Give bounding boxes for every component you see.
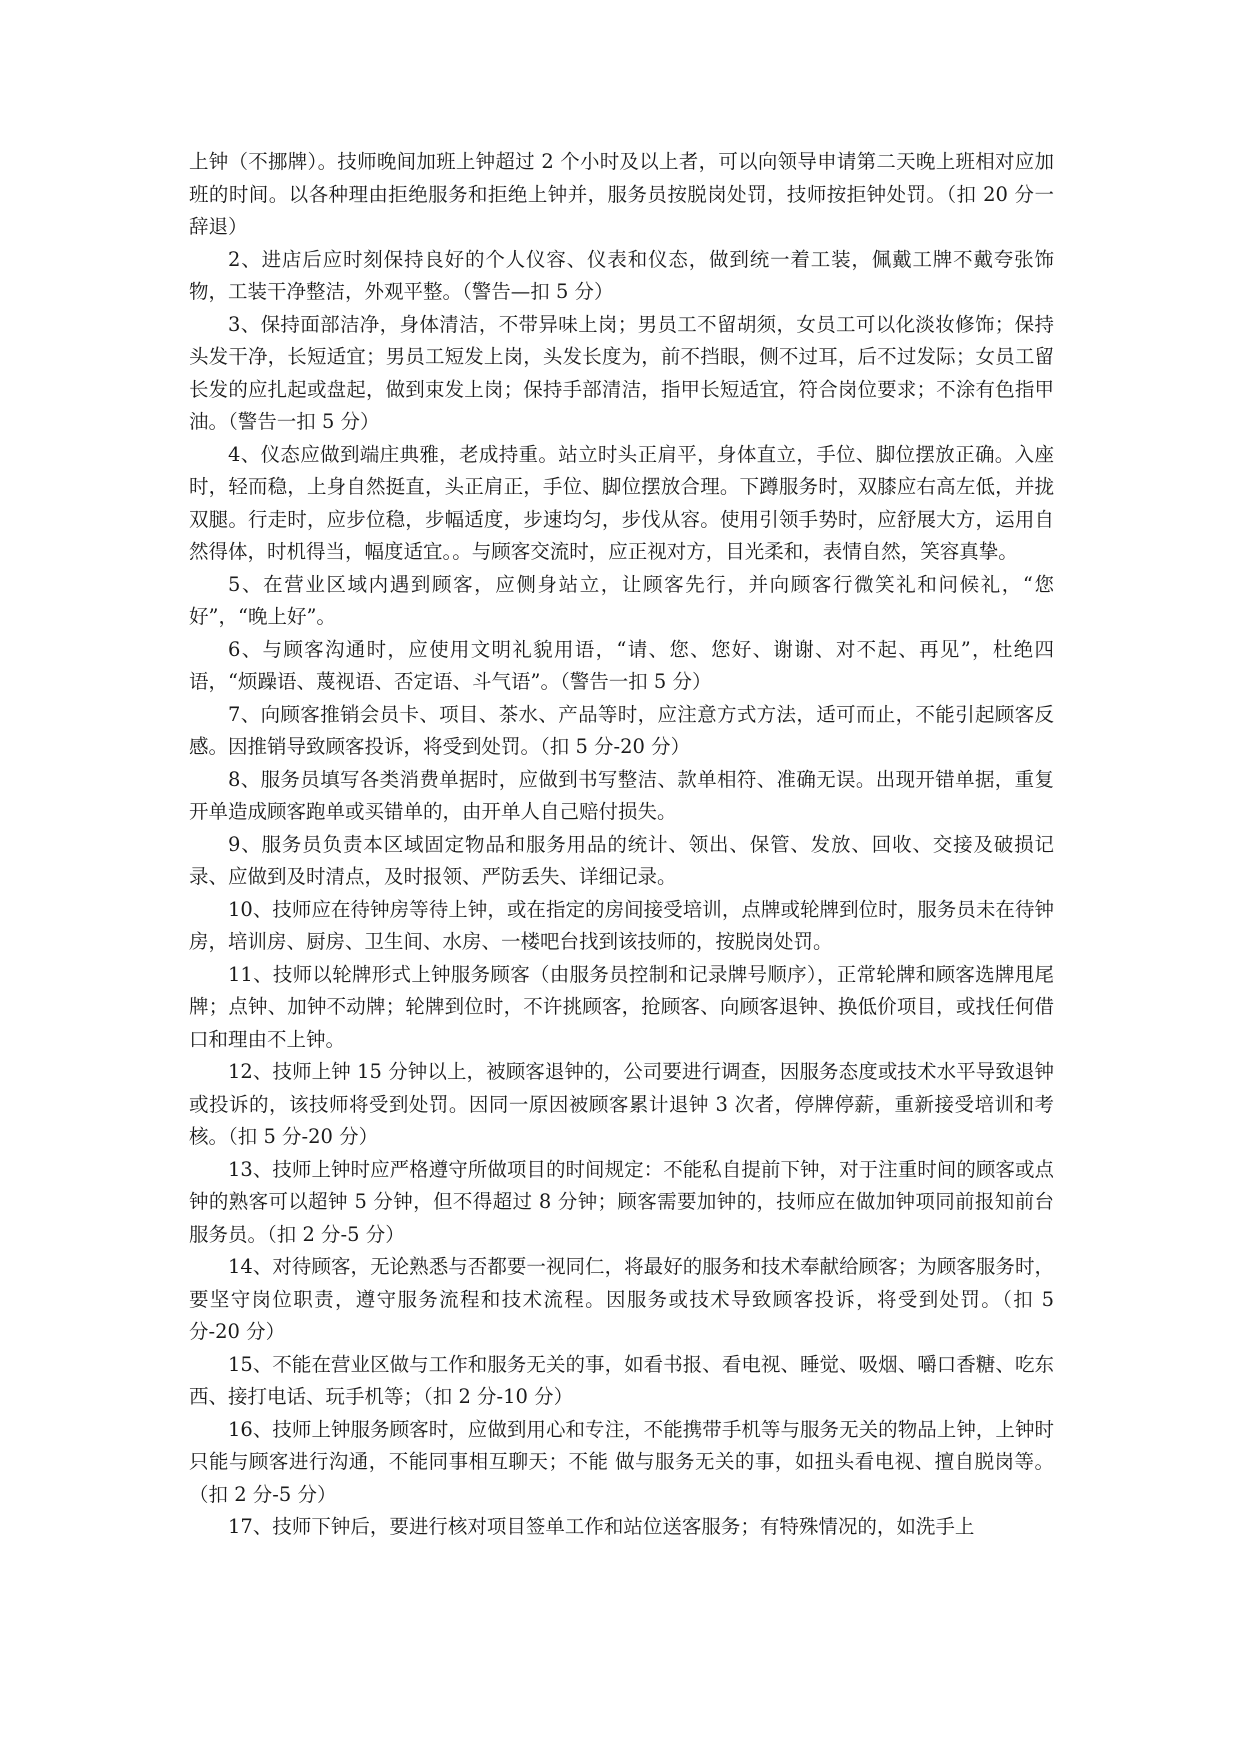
paragraph-rule-5: 5、在营业区域内遇到顾客，应侧身站立，让顾客先行，并向顾客行微笑礼和问候礼，“您好”，“晚上好”。 <box>189 572 1054 628</box>
paragraph-rule-10: 10、技师应在待钟房等待上钟，或在指定的房间接受培训，点牌或轮牌到位时，服务员未在待钟房，培训房、厨房、卫生间、水房、一楼吧台找到该技师的，按脱岗处罚。 <box>189 897 1054 953</box>
document-body <box>189 146 1054 1544</box>
paragraph-rule-3: 3、保持面部洁净，身体清洁，不带异味上岗；男员工不留胡须，女员工可以化淡妆修饰；保持头发干净，长短适宜；男员工短发上岗，头发长度为，前不挡眼，侧不过耳，后不过发际；女员工留长发的应扎起或盘起，做到束发上岗；保持手部清洁，指甲长短适宜，符合岗位要求；不涂有色指甲油。（警告一扣 5 分） <box>189 312 1054 433</box>
paragraph-rule-7: 7、向顾客推销会员卡、项目、茶水、产品等时，应注意方式方法，适可而止，不能引起顾客反感。因推销导致顾客投诉，将受到处罚。（扣 5 分-20 分） <box>189 702 1054 758</box>
paragraph-rule-17: 17、技师下钟后，要进行核对项目签单工作和站位送客服务；有特殊情况的，如洗手上 <box>228 1515 975 1538</box>
paragraph-rule-16: 16、技师上钟服务顾客时，应做到用心和专注，不能携带手机等与服务无关的物品上钟，上钟时只能与顾客进行沟通，不能同事相互聊天；不能 做与服务无关的事，如扭头看电视、擅自脱岗等。 （扣 2 分-5 分） <box>189 1417 1054 1506</box>
paragraph-rule-15: 15、不能在营业区做与工作和服务无关的事，如看书报、看电视、睡觉、吸烟、嚼口香糖、吃东西、接打电话、玩手机等；（扣 2 分-10 分） <box>189 1352 1054 1408</box>
paragraph-rule-4: 4、仪态应做到端庄典雅，老成持重。站立时头正肩平，身体直立，手位、脚位摆放正确。入座时，轻而稳，上身自然挺直，头正肩正，手位、脚位摆放合理。下蹲服务时，双膝应右高左低，并拢双腿。行走时，应步位稳，步幅适度，步速均匀，步伐从容。使用引领手势时，应舒展大方，运用自然得体，时机得当，幅度适宜。。与顾客交流时，应正视对方，目光柔和，表情自然，笑容真挚。 <box>189 442 1054 563</box>
paragraph-rule-13: 13、技师上钟时应严格遵守所做项目的时间规定：不能私自提前下钟，对于注重时间的顾客或点钟的熟客可以超钟 5 分钟，但不得超过 8 分钟；顾客需要加钟的，技师应在做加钟项同前报知前台服务员。（扣 2 分-5 分） <box>189 1157 1054 1246</box>
paragraph-rule-12: 12、技师上钟 15 分钟以上，被顾客退钟的，公司要进行调查，因服务态度或技术水平导致退钟或投诉的，该技师将受到处罚。因同一原因被顾客累计退钟 3 次者，停牌停薪，重新接受培训和考核。（扣 5 分-20 分） <box>189 1060 1054 1148</box>
paragraph-rule-8: 8、服务员填写各类消费单据时，应做到书写整洁、款单相符、准确无误。出现开错单据，重复开单造成顾客跑单或买错单的，由开单人自己赔付损失。 <box>189 767 1054 823</box>
paragraph-rule-6: 6、与顾客沟通时，应使用文明礼貌用语，“请、您、您好、谢谢、对不起、再见”，杜绝四语，“烦躁语、蔑视语、否定语、斗气语”。（警告一扣 5 分） <box>189 637 1054 693</box>
paragraph-rule-9: 9、服务员负责本区域固定物品和服务用品的统计、领出、保管、发放、回收、交接及破损记录、应做到及时清点，及时报领、严防丢失、详细记录。 <box>189 832 1054 888</box>
paragraph-rule-14: 14、对待顾客，无论熟悉与否都要一视同仁，将最好的服务和技术奉献给顾客；为顾客服务时，要坚守岗位职责，遵守服务流程和技术流程。因服务或技术导致顾客投诉，将受到处罚。（扣 5 分-20 分） <box>189 1255 1054 1343</box>
paragraph-rule-11: 11、技师以轮牌形式上钟服务顾客（由服务员控制和记录牌号顺序），正常轮牌和顾客选牌甩尾牌；点钟、加钟不动牌；轮牌到位时，不许挑顾客，抢顾客、向顾客退钟、换低价项目，或找任何借口和理由不上钟。 <box>189 962 1054 1051</box>
paragraph-rule-2: 2、进店后应时刻保持良好的个人仪容、仪表和仪态，做到统一着工装，佩戴工牌不戴夸张饰物，工装干净整洁，外观平整。（警告—扣 5 分） <box>189 247 1054 303</box>
paragraph-continuation: 上钟（不挪牌）。技师晚间加班上钟超过 2 个小时及以上者，可以向领导申请第二天晚上班相对应加班的时间。以各种理由拒绝服务和拒绝上钟并，服务员按脱岗处罚，技师按拒钟处罚。（扣 20 分一辞退） <box>189 150 1054 238</box>
